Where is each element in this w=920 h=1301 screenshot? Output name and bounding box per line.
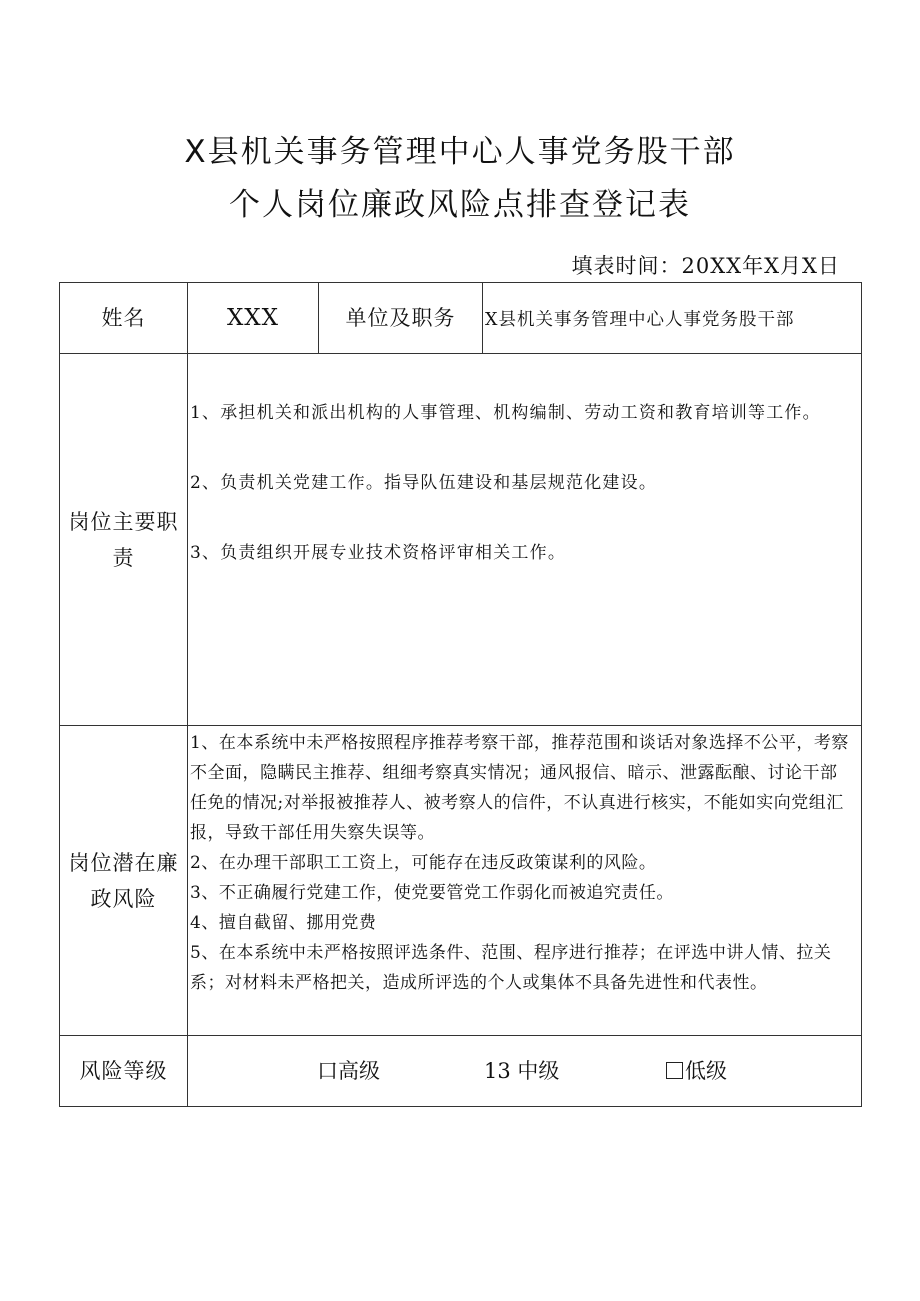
title-line-2: 个人岗位廉政风险点排查登记表 <box>229 187 691 223</box>
risk-item-5: 5、在本系统中未严格按照评选条件、范围、程序进行推荐；在评选中讲人情、拉关系；对材料未严格把关，造成所评选的个人或集体不具备先进性和代表性。 <box>190 943 832 993</box>
duty-item-2: 2、负责机关党建工作。指导队伍建设和基层规范化建设。 <box>190 473 658 493</box>
duties-content <box>188 354 862 726</box>
level-low-option[interactable] <box>666 1057 727 1085</box>
risk-item-4: 4、擅自截留、挪用党费 <box>190 913 377 933</box>
level-medium-mark: 13 <box>484 1059 511 1083</box>
fill-date: 填表时间：20XX年X月X日 <box>571 254 840 278</box>
risk-item-3: 3、不正确履行党建工作，使党要管党工作弱化而被追究责任。 <box>190 883 674 903</box>
unit-label: 单位及职务 <box>319 283 483 354</box>
level-high-option[interactable] <box>317 1057 380 1085</box>
level-medium-label: 中级 <box>517 1059 560 1083</box>
unit-value: X县机关事务管理中心人事党务股干部 <box>483 283 862 354</box>
risks-row <box>60 726 862 1036</box>
level-medium-option[interactable] <box>484 1057 559 1085</box>
duties-label: 岗位主要职责 <box>60 354 188 726</box>
risk-level-row <box>60 1036 862 1107</box>
level-low-checkbox[interactable] <box>666 1062 683 1079</box>
name-label: 姓名 <box>60 283 188 354</box>
duty-item-1: 1、承担机关和派出机构的人事管理、机构编制、劳动工资和教育培训等工作。 <box>190 403 821 423</box>
level-high-mark: 口 <box>317 1059 338 1083</box>
name-row <box>60 283 862 354</box>
duty-item-3: 3、负责组织开展专业技术资格评审相关工作。 <box>190 543 567 563</box>
registration-form <box>59 282 862 1107</box>
risks-content <box>188 726 862 1036</box>
name-value: XXX <box>188 283 319 354</box>
level-low-label: 低级 <box>685 1059 727 1083</box>
risk-item-2: 2、在办理干部职工工资上，可能存在违反政策谋利的风险。 <box>190 853 657 873</box>
risk-item-1: 1、在本系统中未严格按照程序推荐考察干部，推荐范围和谈话对象选择不公平，考察不全面，隐瞒民主推荐、组细考察真实情况；通风报信、暗示、泄露酝酿、讨论干部任免的情况;对举报被推荐人、被考察人的信件，不认真进行核实，不能如实向党组汇报，导致干部任用失察失误等。 <box>190 733 849 843</box>
title-line-1: X县机关事务管理中心人事党务股干部 <box>184 134 736 170</box>
duties-row <box>60 354 862 726</box>
risk-level-options <box>188 1036 862 1107</box>
risks-label: 岗位潜在廉政风险 <box>60 726 188 1036</box>
level-high-label: 高级 <box>338 1059 380 1083</box>
risk-level-label: 风险等级 <box>60 1036 188 1107</box>
